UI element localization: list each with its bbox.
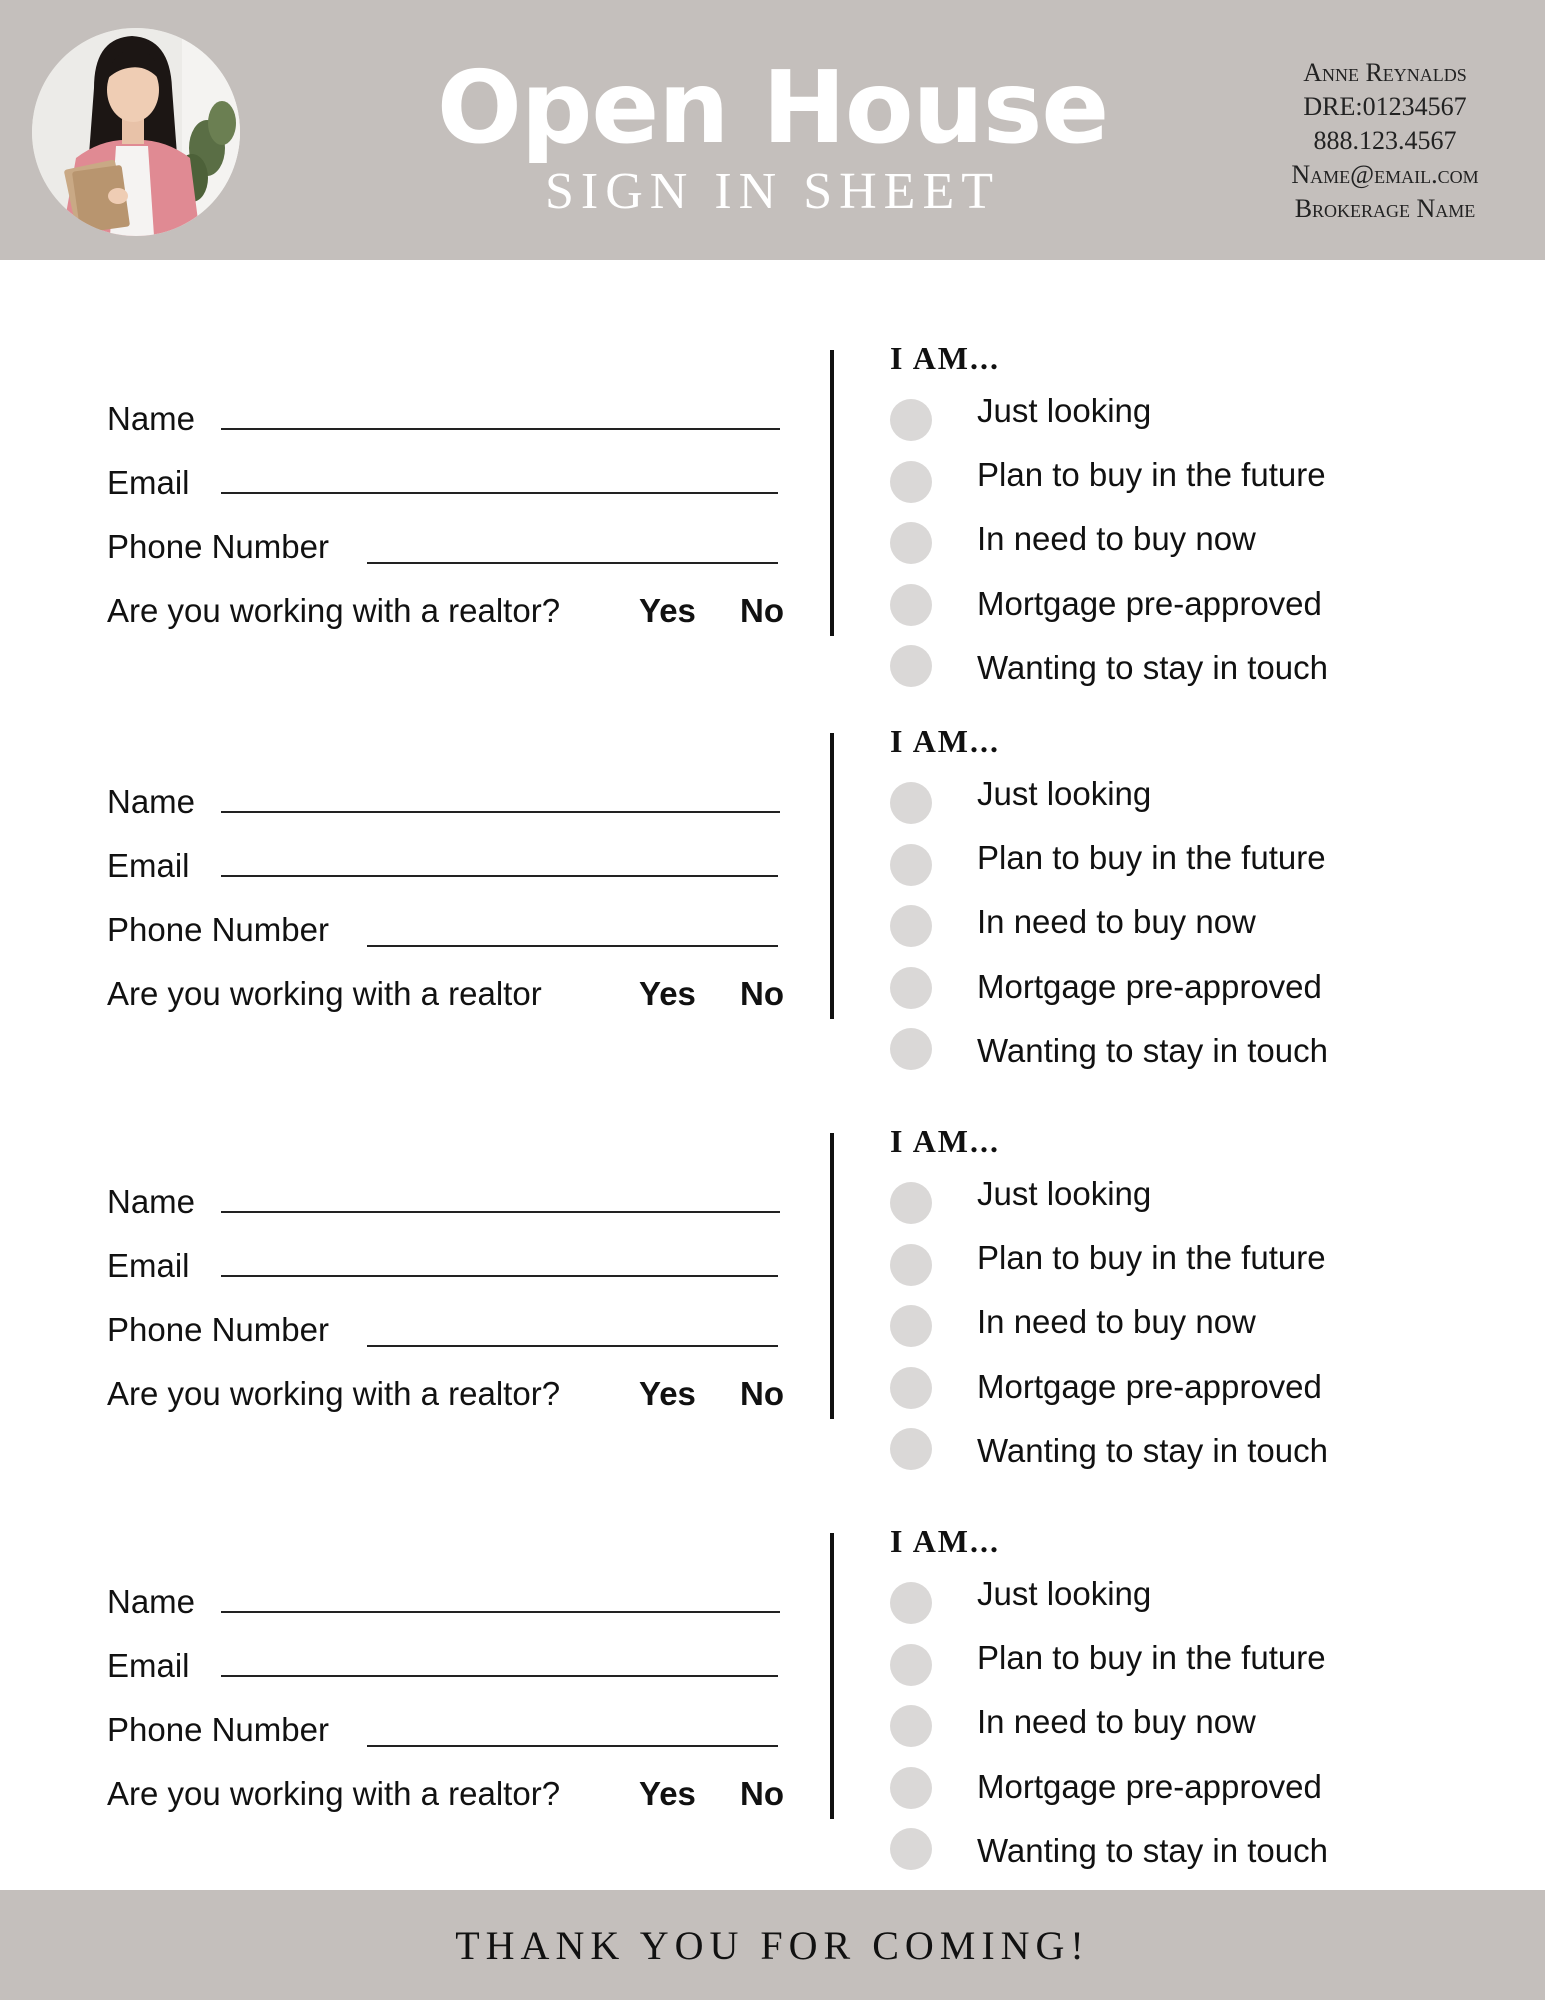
phone-label: Phone Number — [107, 1311, 329, 1348]
phone-label: Phone Number — [107, 911, 329, 948]
header-band — [0, 0, 1545, 260]
option-just-looking: Just looking — [977, 1575, 1152, 1612]
signin-entry — [0, 723, 1545, 1113]
realtor-no-option[interactable]: No — [740, 592, 784, 629]
name-field[interactable] — [221, 811, 780, 813]
option-stay-in-touch: Wanting to stay in touch — [977, 1832, 1328, 1869]
entry-divider — [830, 1533, 834, 1819]
option-mortgage-pre-approved: Mortgage pre-approved — [977, 1368, 1322, 1405]
signin-entry — [0, 340, 1545, 730]
radio-need-to-buy-now[interactable] — [890, 522, 932, 564]
agent-brokerage: Brokerage Name — [1294, 194, 1476, 223]
radio-just-looking[interactable] — [890, 1182, 932, 1224]
radio-stay-in-touch[interactable] — [890, 1428, 932, 1470]
radio-plan-to-buy-future[interactable] — [890, 1644, 932, 1686]
phone-field[interactable] — [367, 1745, 778, 1747]
phone-label: Phone Number — [107, 1711, 329, 1748]
radio-need-to-buy-now[interactable] — [890, 1305, 932, 1347]
phone-label: Phone Number — [107, 528, 329, 565]
realtor-yes-option[interactable]: Yes — [639, 592, 696, 629]
radio-plan-to-buy-future[interactable] — [890, 844, 932, 886]
name-field[interactable] — [221, 428, 780, 430]
realtor-no-option[interactable]: No — [740, 1375, 784, 1412]
option-plan-to-buy-future: Plan to buy in the future — [977, 456, 1326, 493]
option-plan-to-buy-future: Plan to buy in the future — [977, 839, 1326, 876]
radio-need-to-buy-now[interactable] — [890, 905, 932, 947]
radio-need-to-buy-now[interactable] — [890, 1705, 932, 1747]
iam-heading: I AM... — [890, 723, 1000, 759]
phone-field[interactable] — [367, 945, 778, 947]
email-field[interactable] — [221, 492, 778, 494]
radio-mortgage-pre-approved[interactable] — [890, 967, 932, 1009]
page-title: Open House — [436, 49, 1109, 166]
realtor-no-option[interactable]: No — [740, 1775, 784, 1812]
realtor-question: Are you working with a realtor? — [107, 592, 561, 629]
page-subtitle: SIGN IN SHEET — [545, 163, 1000, 220]
name-label: Name — [107, 1183, 196, 1220]
realtor-question: Are you working with a realtor? — [107, 1775, 561, 1812]
radio-stay-in-touch[interactable] — [890, 645, 932, 687]
email-label: Email — [107, 1247, 190, 1284]
option-need-to-buy-now: In need to buy now — [977, 1703, 1256, 1740]
name-field[interactable] — [221, 1211, 780, 1213]
option-plan-to-buy-future: Plan to buy in the future — [977, 1239, 1326, 1276]
email-field[interactable] — [221, 875, 778, 877]
realtor-yes-option[interactable]: Yes — [639, 1775, 696, 1812]
entry-divider — [830, 1133, 834, 1419]
agent-dre: DRE:01234567 — [1303, 92, 1467, 121]
footer-message: THANK YOU FOR COMING! — [455, 1923, 1090, 1968]
name-field[interactable] — [221, 1611, 780, 1613]
option-mortgage-pre-approved: Mortgage pre-approved — [977, 968, 1322, 1005]
option-mortgage-pre-approved: Mortgage pre-approved — [977, 585, 1322, 622]
email-label: Email — [107, 464, 190, 501]
realtor-yes-option[interactable]: Yes — [639, 1375, 696, 1412]
option-plan-to-buy-future: Plan to buy in the future — [977, 1639, 1326, 1676]
radio-plan-to-buy-future[interactable] — [890, 1244, 932, 1286]
signin-entry — [0, 1123, 1545, 1513]
radio-mortgage-pre-approved[interactable] — [890, 1367, 932, 1409]
iam-heading: I AM... — [890, 1523, 1000, 1559]
iam-heading: I AM... — [890, 340, 1000, 376]
radio-stay-in-touch[interactable] — [890, 1028, 932, 1070]
option-need-to-buy-now: In need to buy now — [977, 903, 1256, 940]
realtor-yes-option[interactable]: Yes — [639, 975, 696, 1012]
option-stay-in-touch: Wanting to stay in touch — [977, 1432, 1328, 1469]
iam-heading: I AM... — [890, 1123, 1000, 1159]
name-label: Name — [107, 1583, 196, 1620]
phone-field[interactable] — [367, 1345, 778, 1347]
phone-field[interactable] — [367, 562, 778, 564]
option-just-looking: Just looking — [977, 392, 1152, 429]
option-stay-in-touch: Wanting to stay in touch — [977, 649, 1328, 686]
radio-just-looking[interactable] — [890, 1582, 932, 1624]
radio-plan-to-buy-future[interactable] — [890, 461, 932, 503]
email-field[interactable] — [221, 1675, 778, 1677]
option-need-to-buy-now: In need to buy now — [977, 1303, 1256, 1340]
name-label: Name — [107, 783, 196, 820]
realtor-question: Are you working with a realtor — [107, 975, 542, 1012]
footer-band — [0, 1890, 1545, 2000]
email-field[interactable] — [221, 1275, 778, 1277]
agent-name: Anne Reynalds — [1303, 58, 1467, 87]
signin-entry — [0, 1523, 1545, 1913]
radio-mortgage-pre-approved[interactable] — [890, 1767, 932, 1809]
agent-info — [1245, 56, 1525, 226]
name-label: Name — [107, 400, 196, 437]
entry-divider — [830, 733, 834, 1019]
realtor-question: Are you working with a realtor? — [107, 1375, 561, 1412]
realtor-no-option[interactable]: No — [740, 975, 784, 1012]
radio-just-looking[interactable] — [890, 399, 932, 441]
agent-email: Name@email.com — [1291, 160, 1479, 189]
radio-just-looking[interactable] — [890, 782, 932, 824]
radio-mortgage-pre-approved[interactable] — [890, 584, 932, 626]
option-need-to-buy-now: In need to buy now — [977, 520, 1256, 557]
entry-divider — [830, 350, 834, 636]
email-label: Email — [107, 847, 190, 884]
option-stay-in-touch: Wanting to stay in touch — [977, 1032, 1328, 1069]
option-just-looking: Just looking — [977, 1175, 1152, 1212]
email-label: Email — [107, 1647, 190, 1684]
option-just-looking: Just looking — [977, 775, 1152, 812]
radio-stay-in-touch[interactable] — [890, 1828, 932, 1870]
agent-phone: 888.123.4567 — [1313, 126, 1457, 155]
option-mortgage-pre-approved: Mortgage pre-approved — [977, 1768, 1322, 1805]
